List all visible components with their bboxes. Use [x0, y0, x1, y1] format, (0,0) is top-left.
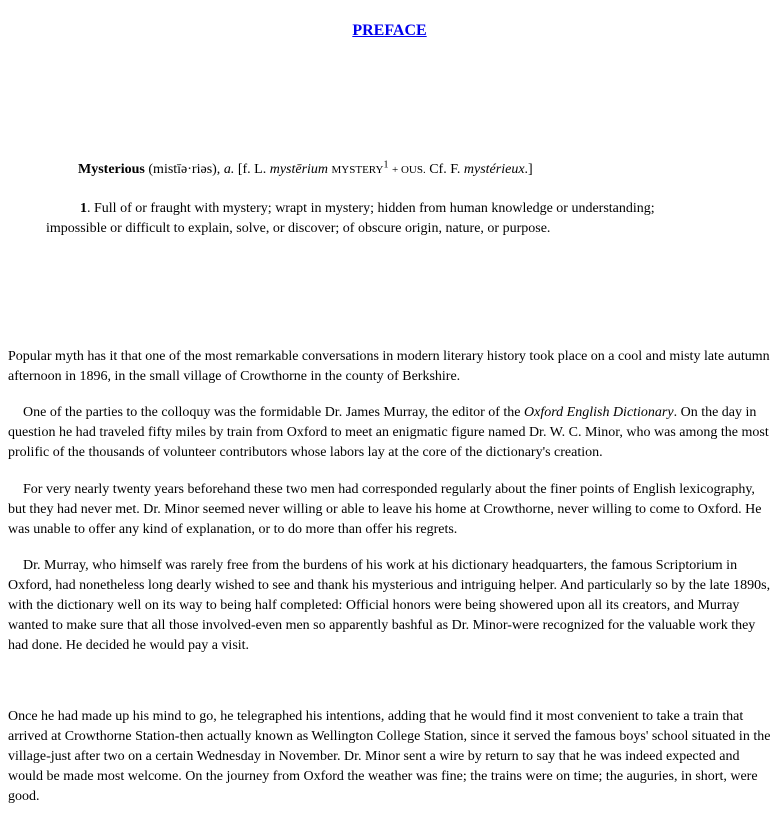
paragraph-2 [8, 403, 773, 463]
paragraph-3: For very nearly twenty years beforehand these two men had corresponded regularly about the finer points of English lexicography, but they had never met. Dr. Minor seemed never willing or able to leave his home at Crowthorne, never willing to come to Oxford. He was unable to offer any kind of explanation, or to do more than offer his regrets. [8, 482, 762, 537]
definition-line-1 [46, 199, 706, 219]
entry-cf: Cf. F. [429, 162, 461, 177]
entry-mystery-ref: MYSTERY [331, 164, 384, 176]
paragraph-2-oed-title: Oxford English Dictionary [524, 405, 674, 420]
entry-headword: Mysterious [78, 162, 145, 177]
definition-number: 1 [80, 201, 87, 216]
entry-ous: + OUS. [392, 164, 426, 176]
preface-title-link[interactable]: PREFACE [352, 22, 427, 39]
dictionary-definition [46, 199, 706, 239]
entry-etymology-close: .] [524, 162, 533, 177]
paragraph-2-text-b: . On the day in question he had traveled fifty miles by train from Oxford to meet an enigmatic figure named Dr. W. C. Minor, who was among the most prolific of the thousands of volunteer contributors whose labors lay at the core of the dictionary's creation. [8, 405, 769, 460]
entry-latin: mystērium [269, 162, 329, 177]
definition-text-1: . Full of or fraught with mystery; wrapt in mystery; hidden from human knowledge or understanding; [87, 201, 655, 216]
paragraph-2-text-a: One of the parties to the colloquy was the formidable Dr. James Murray, the editor of the [23, 405, 525, 420]
title-container [0, 22, 779, 40]
paragraph-4: Dr. Murray, who himself was rarely free from the burdens of his work at his dictionary headquarters, the famous Scriptorium in Oxford, had nonetheless long dearly wished to see and thank his mysterious and intriguing helper. And particularly so by the late 1890s, with the dictionary well on its way to being half completed: Official honors were being showered upon all its creators, and Murray wanted to make sure that all those involved-even men so apparently bashful as Dr. Minor-were recognized for the valuable work they had done. He decided he would pay a visit. [8, 558, 771, 653]
paragraph-5: Once he had made up his mind to go, he telegraphed his intentions, adding that he would find it most convenient to take a train that arrived at Crowthorne Station-then actually known as Wellington College Station, since it served the famous boys' school situated in the village-just after two on a certain Wednesday in November. Dr. Minor sent a wire by return to say that he was indeed expected and would be made most welcome. On the journey from Oxford the weather was fine; the trains were on time; the auguries, in short, were good. [8, 709, 771, 804]
definition-line-2: impossible or difficult to explain, solve, or discover; of obscure origin, nature, or purpose. [46, 221, 551, 236]
dictionary-entry [78, 160, 758, 180]
entry-superscript: 1 [383, 159, 389, 171]
entry-pronunciation: (mistīə·riəs), [148, 162, 221, 177]
paragraph-1: Popular myth has it that one of the most remarkable conversations in modern literary history took place on a cool and misty late autumn afternoon in 1896, in the small village of Crowthorne in the county of Berkshire. [8, 349, 770, 384]
entry-etymology-open: [f. L. [237, 162, 267, 177]
entry-part-of-speech: a. [223, 162, 235, 177]
entry-french: mystérieux [463, 162, 525, 177]
